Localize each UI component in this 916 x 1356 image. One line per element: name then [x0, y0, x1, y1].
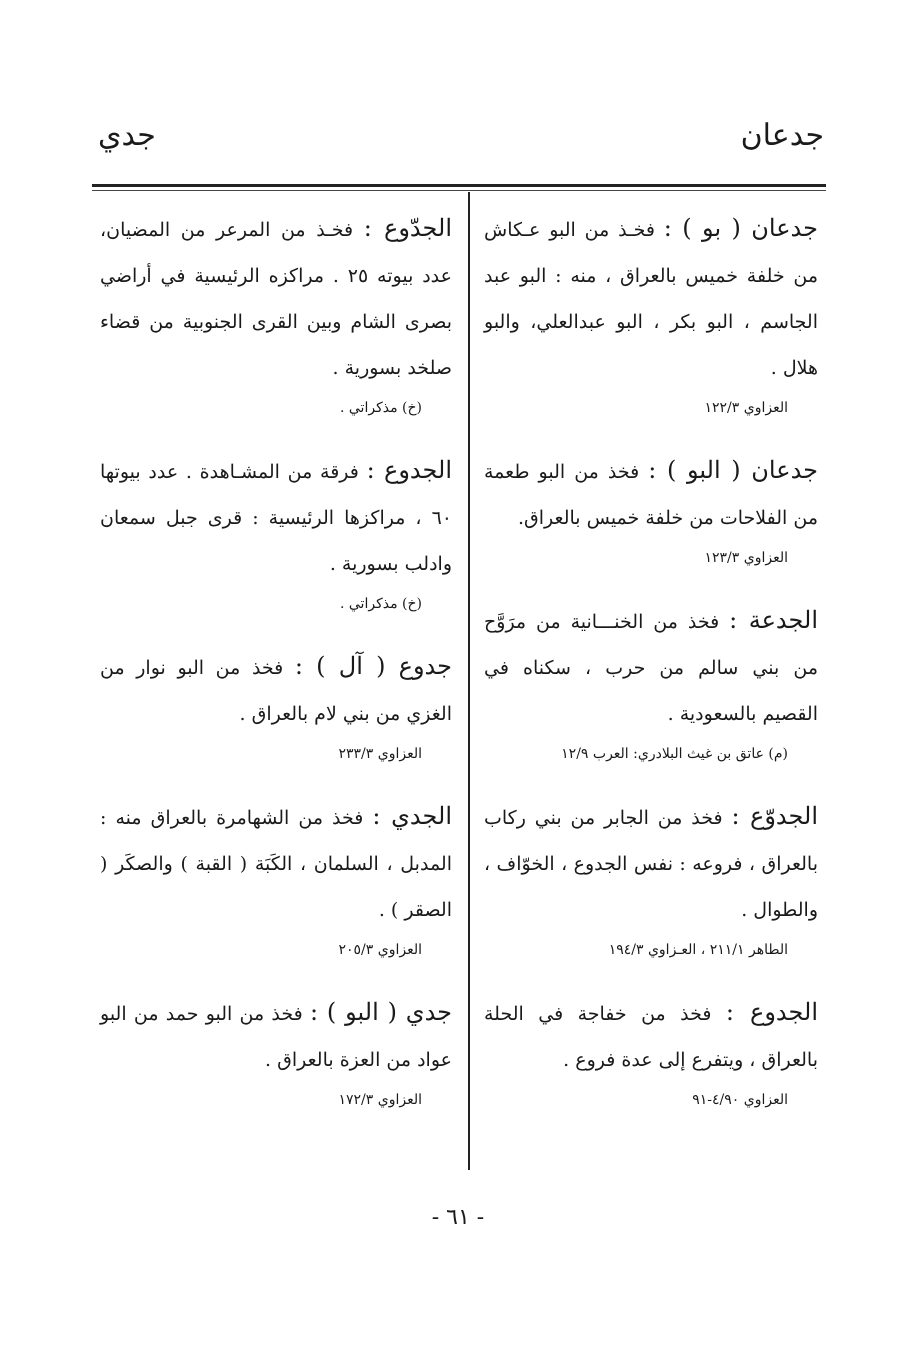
entry-body	[484, 205, 818, 391]
running-header-left: جدي	[98, 118, 156, 153]
right-column	[484, 205, 818, 1139]
entry-body	[100, 793, 452, 933]
entry	[100, 989, 452, 1117]
header-rule-thick	[92, 184, 826, 187]
entry-text: فخذ من الجابر من بني ركاب بالعراق ، فروعه : نفس الجدوع ، الخوّاف ، والطوال .	[484, 807, 818, 921]
entry	[484, 793, 818, 967]
entry-headword: جدعان ( البو ) :	[648, 456, 818, 484]
entry-source: العزاوي ٤/٩٠-٩١	[692, 1092, 788, 1108]
entry-text: فخذ من البو طعمة من الفلاحات من خلفة خميس بالعراق.	[484, 461, 818, 529]
page-number: - ٦١ -	[431, 1205, 485, 1230]
left-column	[100, 205, 452, 1139]
entry-text: فخذ من الشهامرة بالعراق منه : المدبل ، السلمان ، الكَبَة ( القبة ) والصكَر ( الصقر ) .	[100, 807, 452, 921]
entry-headword: الجدي :	[372, 802, 452, 830]
column-divider	[468, 192, 470, 1170]
entry-text: فخذ من الخنـــانية من مرَوَّح من بني سالم من حرب ، سكناه في القصيم بالسعودية .	[484, 611, 818, 725]
entry-source: (خ) مذكراتي .	[339, 400, 422, 416]
running-header-right: جدعان	[740, 118, 824, 153]
entry	[100, 447, 452, 621]
entry-body	[484, 597, 818, 737]
entry	[484, 447, 818, 575]
entry-body	[100, 447, 452, 587]
entry-source: العزاوي ١٧٢/٣	[338, 1092, 422, 1108]
entry-text: فخذ من خفاجة في الحلة بالعراق ، ويتفرع إلى عدة فروع .	[484, 1003, 818, 1071]
entry-source: العزاوي ٢٠٥/٣	[338, 942, 422, 958]
entry-source: العزاوي ٢٣٣/٣	[338, 746, 422, 762]
entry-headword: جدوع ( آل ) :	[294, 652, 452, 680]
entry-source: العزاوي ١٢٣/٣	[704, 550, 788, 566]
entry-source: (خ) مذكراتي .	[339, 596, 422, 612]
entry-body	[484, 793, 818, 933]
entry-headword: الجدوع :	[366, 456, 453, 484]
entry-source: (م) عاتق بن غيث البلادري: العرب ١٢/٩	[561, 746, 788, 762]
entry-source: الطاهر ٢١١/١ ، العـزاوي ١٩٤/٣	[608, 942, 788, 958]
entry-text: فرقة من المشـاهدة . عدد بيوتها ٦٠ ، مراكزها الرئيسية : قرى جبل سمعان وادلب بسورية .	[100, 461, 452, 575]
entry-body	[100, 205, 452, 391]
entry-body	[100, 989, 452, 1083]
entry-body	[484, 989, 818, 1083]
entry	[484, 205, 818, 425]
entry	[100, 643, 452, 771]
header-rule-thin	[92, 190, 826, 191]
entry-headword: الجدوّع :	[731, 802, 818, 830]
entry-headword: الجدّوع :	[363, 214, 452, 242]
entry	[100, 205, 452, 425]
entry-source: العزاوي ١٢٢/٣	[704, 400, 788, 416]
entry-text: فخـذ من المرعر من المضيان، عدد بيوته ٢٥ . مراكزه الرئيسية في أراضي بصرى الشام وبين القرى الجنوبية من قضاء صلخد بسورية .	[100, 219, 452, 379]
entry-text: فخذ من البو نوار من الغزي من بني لام بالعراق .	[100, 657, 452, 725]
entry-text: فخذ من البو حمد من البو عواد من العزة بالعراق .	[100, 1003, 452, 1071]
entry-headword: جدي ( البو ) :	[310, 998, 452, 1026]
entry-headword: الجدعة :	[729, 606, 818, 634]
entry	[484, 989, 818, 1117]
entry-body	[100, 643, 452, 737]
entry-body	[484, 447, 818, 541]
entry	[100, 793, 452, 967]
entry-text: فخـذ من البو عـكاش من خلفة خميس بالعراق ، منه : البو عبد الجاسم ، البو بكر ، البو عبدالعلي، والبو هلال .	[484, 219, 818, 379]
entry-headword: جدعان ( بو ) :	[663, 214, 818, 242]
entry-headword: الجدوع :	[725, 998, 818, 1026]
entry	[484, 597, 818, 771]
